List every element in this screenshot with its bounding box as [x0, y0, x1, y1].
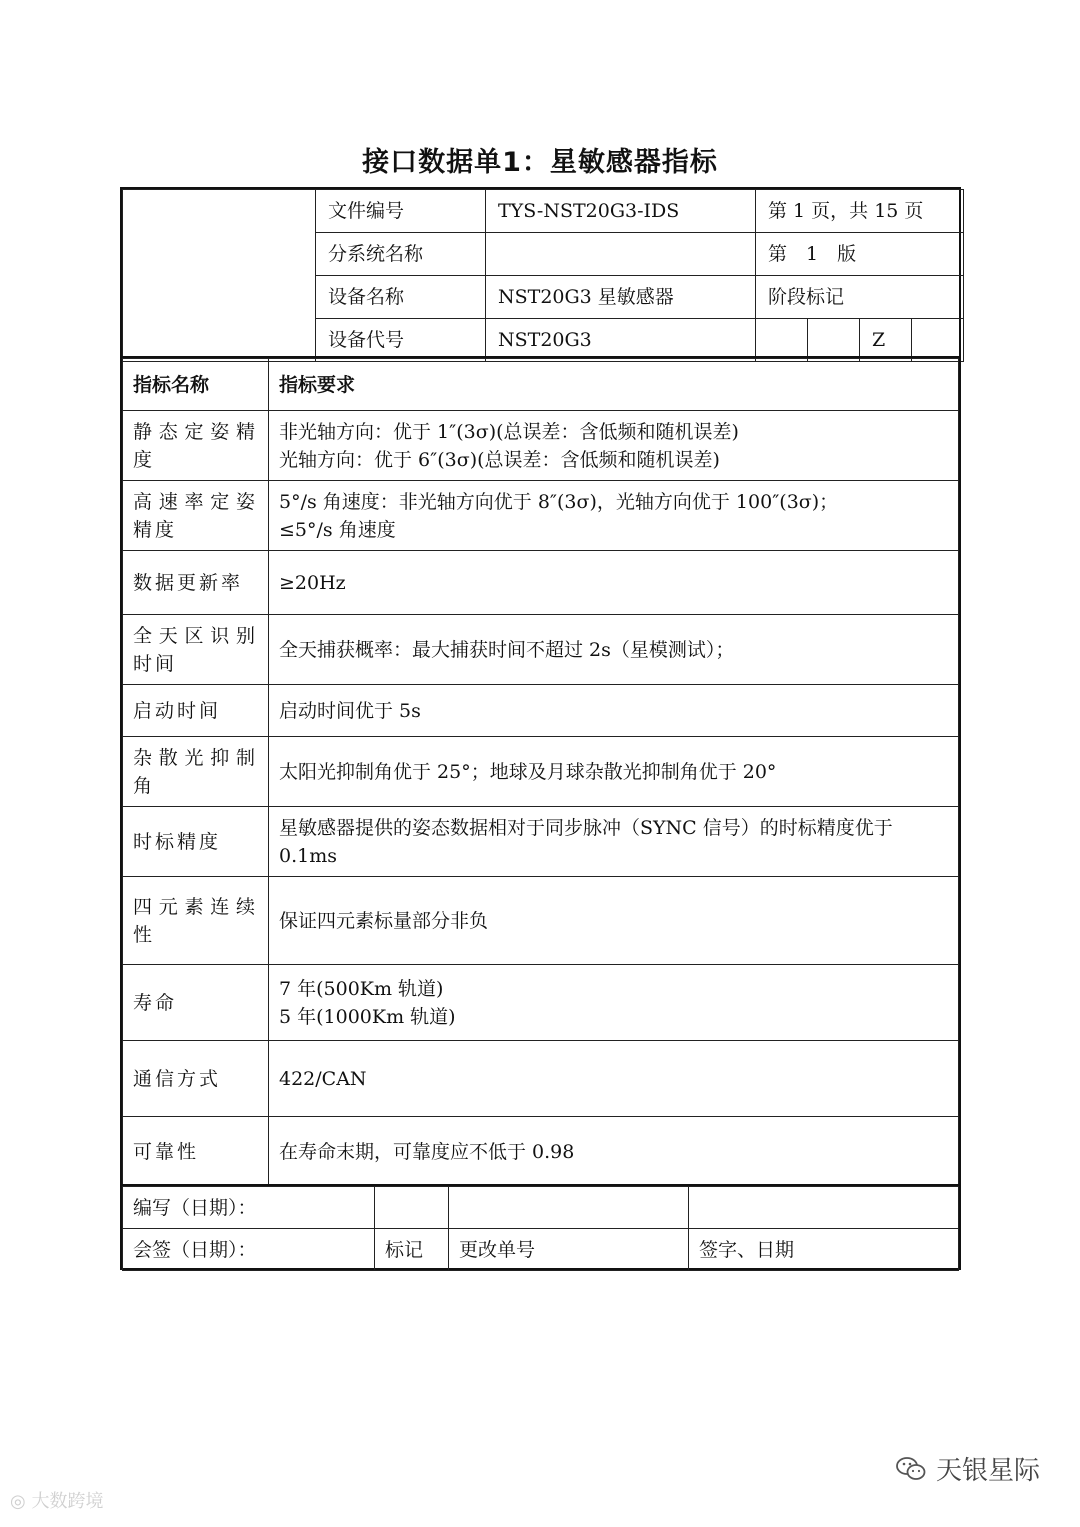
device-name-label: 设备名称 [316, 276, 486, 319]
row-name: 四元素连续性 [123, 877, 269, 965]
row-name: 静态定姿精度 [123, 411, 269, 481]
table-row [123, 615, 959, 685]
row-req: 保证四元素标量部分非负 [269, 877, 959, 965]
table-row [123, 551, 959, 615]
wechat-icon [896, 1456, 926, 1482]
table-row [123, 685, 959, 737]
footer-cell [689, 1187, 959, 1229]
watermark-logo-icon: ◎ [10, 1491, 26, 1512]
col-header-req: 指标要求 [269, 359, 959, 411]
page-count: 第 1 页，共 15 页 [756, 190, 964, 233]
footer-cell [449, 1187, 689, 1229]
spec-table [120, 356, 961, 1186]
countersign-label: 会签（日期）： [123, 1229, 375, 1271]
row-name: 数据更新率 [123, 551, 269, 615]
row-req: 非光轴方向：优于 1″(3σ)(总误差：含低频和随机误差) 光轴方向：优于 6″(3σ)(总误差：含低频和随机误差) [269, 411, 959, 481]
file-number-value: TYS-NST20G3-IDS [486, 190, 756, 233]
footer-block [120, 1184, 961, 1270]
row-name: 寿命 [123, 965, 269, 1041]
row-req: 全天捕获概率：最大捕获时间不超过 2s（星模测试）； [269, 615, 959, 685]
row-name: 杂散光抑制角 [123, 737, 269, 807]
row-req: 启动时间优于 5s [269, 685, 959, 737]
file-number-label: 文件编号 [316, 190, 486, 233]
row-req: 7 年(500Km 轨道) 5 年(1000Km 轨道) [269, 965, 959, 1041]
col-header-name: 指标名称 [123, 359, 269, 411]
table-row [123, 1041, 959, 1117]
row-req: 太阳光抑制角优于 25°；地球及月球杂散光抑制角优于 20° [269, 737, 959, 807]
watermark-left: ◎ 大数跨境 [10, 1491, 104, 1512]
table-row [123, 965, 959, 1041]
row-name: 时标精度 [123, 807, 269, 877]
table-row [123, 1117, 959, 1187]
row-req: 5°/s 角速度：非光轴方向优于 8″(3σ)，光轴方向优于 100″(3σ)； ≤5°/s 角速度 [269, 481, 959, 551]
change-number-label: 更改单号 [449, 1229, 689, 1271]
row-name: 全天区识别时间 [123, 615, 269, 685]
watermark-right: 天银星际 [896, 1450, 1040, 1487]
row-name: 高速率定姿精度 [123, 481, 269, 551]
page-title: 接口数据单1：星敏感器指标 [362, 147, 718, 178]
table-row [123, 807, 959, 877]
row-req: ≥20Hz [269, 551, 959, 615]
table-row [123, 411, 959, 481]
sign-date-label: 签字、日期 [689, 1229, 959, 1271]
mark-label: 标记 [375, 1229, 449, 1271]
device-name-value: NST20G3 星敏感器 [486, 276, 756, 319]
table-row [123, 481, 959, 551]
stage-label: 阶段标记 [756, 276, 964, 319]
row-name: 通信方式 [123, 1041, 269, 1117]
version: 第 1 版 [756, 233, 964, 276]
row-name: 启动时间 [123, 685, 269, 737]
device-code-label: 设备代号 [316, 319, 486, 362]
header-block [120, 187, 961, 358]
footer-cell [375, 1187, 449, 1229]
row-req: 422/CAN [269, 1041, 959, 1117]
author-label: 编写（日期）： [123, 1187, 375, 1229]
stage-cell-3: Z [860, 319, 912, 362]
row-req: 星敏感器提供的姿态数据相对于同步脉冲（SYNC 信号）的时标精度优于 0.1ms [269, 807, 959, 877]
subsystem-label: 分系统名称 [316, 233, 486, 276]
subsystem-value [486, 233, 756, 276]
table-row [123, 737, 959, 807]
device-code-value: NST20G3 [486, 319, 756, 362]
logo-cell [123, 190, 316, 362]
table-row [123, 877, 959, 965]
row-name: 可靠性 [123, 1117, 269, 1187]
row-req: 在寿命末期，可靠度应不低于 0.98 [269, 1117, 959, 1187]
